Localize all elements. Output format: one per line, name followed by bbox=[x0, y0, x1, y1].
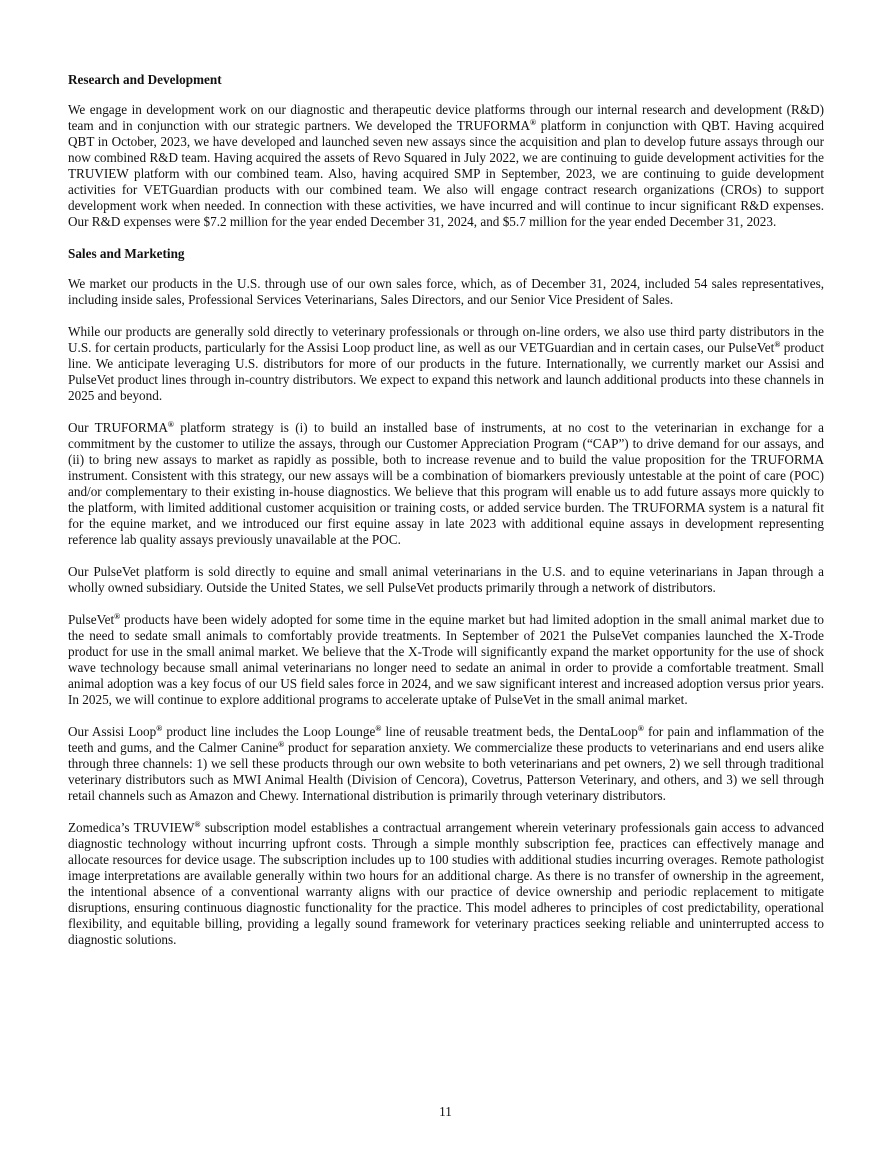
text-run: for pain and inflammation of the teeth and gums, and the Calmer Canine bbox=[68, 724, 824, 755]
document-page bbox=[68, 72, 824, 964]
text-run: platform in conjunction with QBT. Having acquired QBT in October, 2023, we have developed and launched seven new assays since the acquisition and plan to develop future assays through our now combined R&D team. Having acquired the assets of Revo Squared in July 2022, we are continuing to guide development activities for the TRUVIEW platform with our combined team. Also, having acquired SMP in September, 2023, we are continuing to guide development activities for VETGuardian products with our combined team. We also will engage contract research organizations (CROs) to support development work when needed. In connection with these activities, we have incurred and will continue to incur significant R&D expenses. Our R&D expenses were $7.2 million for the year ended December 31, 2024, and $5.7 million for the year ended December 31, 2023. bbox=[68, 118, 824, 229]
text-run: While our products are generally sold directly to veterinary professionals or through on-line orders, we also use third party distributors in the U.S. for certain products, particularly for the Assisi Loop product line, as well as our VETGuardian and in certain cases, our PulseVet bbox=[68, 324, 824, 355]
paragraph-truforma-strategy bbox=[68, 420, 824, 548]
registered-mark: ® bbox=[278, 740, 285, 749]
registered-mark: ® bbox=[637, 724, 644, 733]
registered-mark: ® bbox=[114, 612, 121, 621]
paragraph-rd bbox=[68, 102, 824, 230]
paragraph-pulsevet-adoption bbox=[68, 612, 824, 708]
registered-mark: ® bbox=[530, 118, 536, 127]
paragraph-sales-force: We market our products in the U.S. through use of our own sales force, which, as of December 31, 2024, included 54 sales representatives, including inside sales, Professional Services Veterinarians, Sales Directors, and our Senior Vice President of Sales. bbox=[68, 276, 824, 307]
text-run: PulseVet bbox=[68, 612, 115, 627]
registered-mark: ® bbox=[194, 820, 201, 829]
section-heading-sales-marketing: Sales and Marketing bbox=[68, 246, 185, 261]
text-run: Our TRUFORMA bbox=[68, 420, 168, 435]
text-run: product for separation anxiety. We commercialize these products to veterinarians and end users alike through three channels: 1) we sell these products through our own website to both veterinarians and pet owners, 2) we sell through traditional veterinary distributors such as MWI Animal Health (Division of Cencora), Covetrus, Patterson Veterinary, and others, and 3) we sell through retail channels such as Amazon and Chewy. International distribution is primarily through veterinary distributors. bbox=[68, 740, 824, 803]
registered-mark: ® bbox=[375, 724, 382, 733]
text-run: Zomedica’s TRUVIEW bbox=[68, 820, 195, 835]
paragraph-assisi-loop bbox=[68, 724, 824, 804]
paragraph-pulsevet-platform: Our PulseVet platform is sold directly to equine and small animal veterinarians in the U.S. and to equine veterinarians in Japan through a wholly owned subsidiary. Outside the United States, we sell PulseVet products primarily through a network of distributors. bbox=[68, 564, 824, 595]
registered-mark: ® bbox=[774, 340, 781, 349]
text-run: line of reusable treatment beds, the DentaLoop bbox=[381, 724, 638, 739]
text-run: products have been widely adopted for some time in the equine market but had limited adoption in the small animal market due to the need to sedate small animals to comfortably provide treatments. In September of 2021 the PulseVet companies launched the X-Trode product for use in the small animal market. We believe that the X-Trode will significantly expand the market opportunity for the use of shock wave technology because small animal veterinarians no longer need to sedate an animal in order to provide a comfortable treatment. Small animal adoption was a key focus of our US field sales force in 2024, and we saw significant interest and increased adoption versus prior years. In 2025, we will continue to explore additional programs to accelerate uptake of PulseVet in the small animal market. bbox=[68, 612, 824, 707]
registered-mark: ® bbox=[167, 420, 174, 429]
text-run: product line. We anticipate leveraging U.S. distributors for more of our products in the future. Internationally, we currently market our Assisi and PulseVet product lines through in-country distributors. We expect to expand this network and launch additional products into these channels in 2025 and beyond. bbox=[68, 340, 824, 403]
text-run: We engage in development work on our diagnostic and therapeutic device platforms through our internal research and development (R&D) team and in conjunction with our strategic partners. We developed the TRUFORMA bbox=[68, 102, 824, 133]
paragraph-truview-subscription bbox=[68, 820, 824, 948]
section-heading-research-development: Research and Development bbox=[68, 72, 222, 87]
text-run: product line includes the Loop Lounge bbox=[162, 724, 376, 739]
page-number: 11 bbox=[439, 1104, 452, 1119]
text-run: platform strategy is (i) to build an installed base of instruments, at no cost to the veterinarian in exchange for a commitment by the customer to utilize the assays, through our Customer Appreciation Program (“CAP”) to drive demand for our assays, and (ii) to bring new assays to market as rapidly as possible, both to increase revenue and to build the value proposition for the TRUFORMA instrument. Consistent with this strategy, our new assays will be a combination of biomarkers previously untestable at the point of care (POC) and/or complementary to their existing in-house diagnostics. We believe that this program will enable us to add future assays more quickly to the platform, with limited additional customer acquisition or training costs, or added service burden. The TRUFORMA system is a natural fit for the equine market, and we introduced our first equine assay in late 2023 with additional equine assays in development representing reference lab quality assays previously unavailable at the POC. bbox=[68, 420, 824, 547]
paragraph-distributors bbox=[68, 324, 824, 404]
text-run: Our Assisi Loop bbox=[68, 724, 157, 739]
text-run: subscription model establishes a contractual arrangement wherein veterinary professionals gain access to advanced diagnostic technology without incurring upfront costs. Through a simple monthly subscription fee, practices can effectively manage and allocate resources for device usage. The subscription includes up to 100 studies with additional studies incurring overages. Remote pathologist image interpretations are available generally within two hours for an additional charge. As there is no transfer of ownership in the agreement, the intentional absence of a conventional warranty aligns with our practice of device ownership and periodic replacement to mitigate disruptions, ensuring continuous diagnostic functionality for the practice. This model adheres to principles of cost predictability, operational flexibility, and equitable billing, providing a legally sound framework for veterinary practices seeking reliable and uninterrupted access to diagnostic solutions. bbox=[68, 820, 824, 947]
registered-mark: ® bbox=[156, 724, 163, 733]
